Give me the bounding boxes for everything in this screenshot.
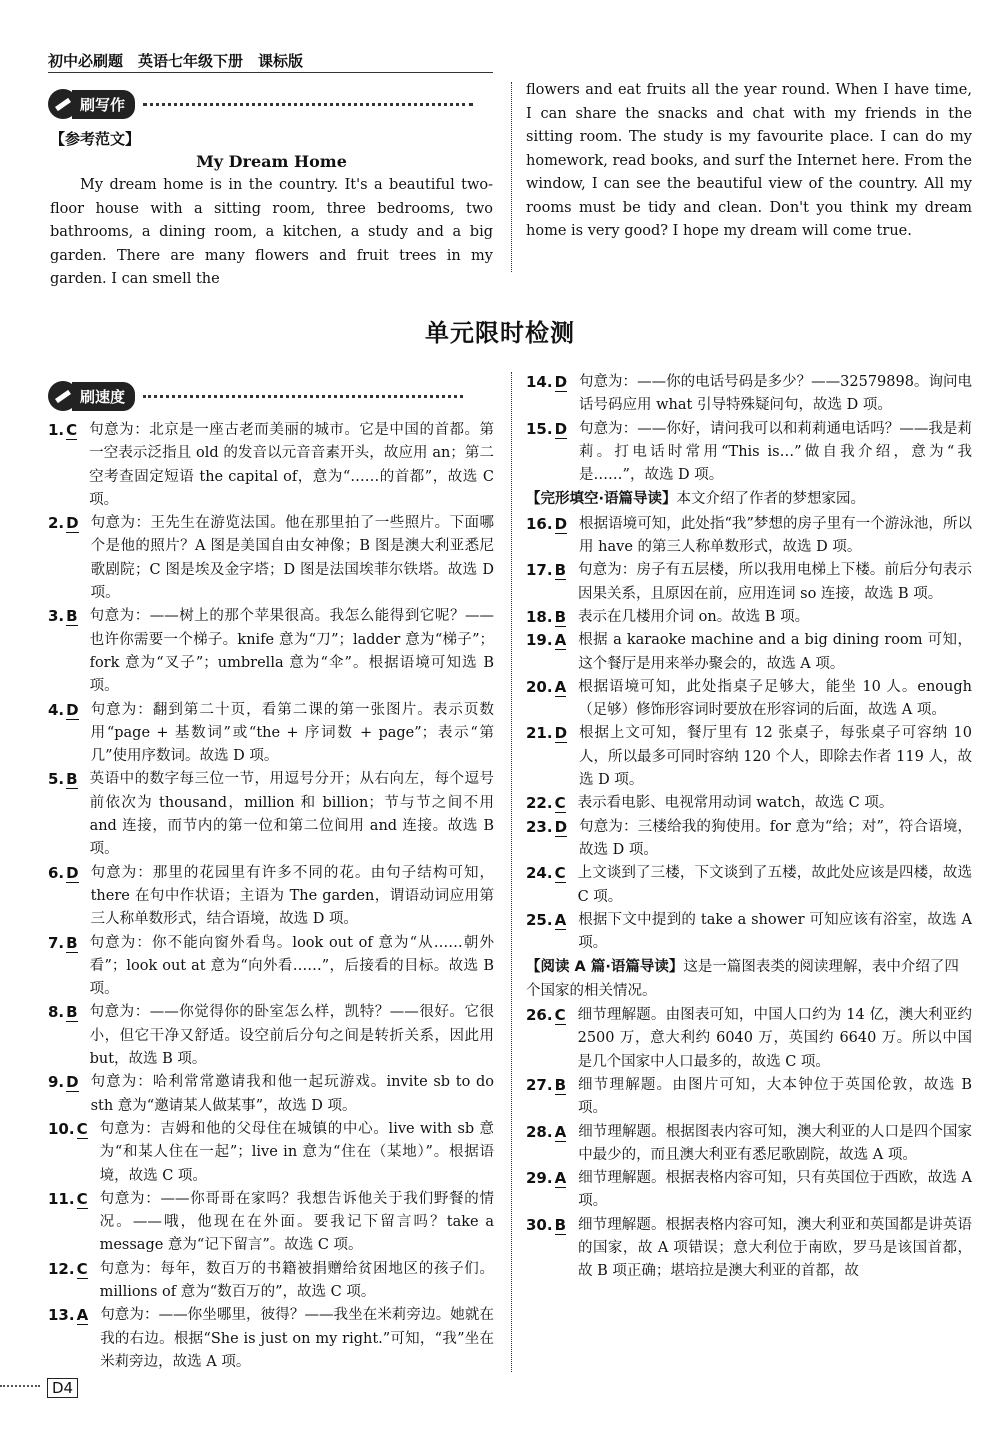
answer-column-left: [48, 419, 494, 1374]
answer-letter: C: [76, 1119, 88, 1138]
answer-number: [526, 1167, 566, 1214]
answer-letter: D: [66, 1073, 79, 1092]
answer-letter: D: [66, 863, 79, 882]
answer-explanation: 句意为：哈利常常邀请我和他一起玩游戏。invite sb to do sth 意为“邀请某人做某事”，故选 D 项。: [90, 1074, 494, 1114]
question-number: 17.: [526, 561, 553, 580]
question-number: 3.: [48, 607, 65, 626]
answer-item: [48, 862, 494, 932]
answer-number: [526, 371, 567, 418]
answer-explanation: 细节理解题。根据表格内容可知，只有英国位于西欧，故选 A 项。: [578, 1170, 972, 1210]
answer-number: [526, 862, 566, 909]
answer-item: [48, 1118, 494, 1188]
running-header: 初中必刷题 英语七年级下册 课标版: [48, 52, 304, 70]
answer-number: [48, 1071, 79, 1118]
question-number: 18.: [526, 607, 553, 626]
answer-item: [48, 605, 494, 698]
answer-letter: B: [554, 1075, 567, 1094]
answer-explanation: 细节理解题。根据图表内容可知，澳大利亚的人口是四个国家中最少的，而且澳大利亚有悉尼歌剧院，故选 A 项。: [578, 1123, 972, 1163]
essay-title: My Dream Home: [196, 152, 347, 171]
question-number: 22.: [526, 794, 553, 813]
column-divider-top: [511, 82, 512, 272]
answer-number: [526, 1214, 566, 1284]
answer-explanation: 上文谈到了三楼，下文谈到了五楼，故此处应该是四楼，故选 C 项。: [577, 865, 972, 905]
answer-explanation: 英语中的数字每三位一节，用逗号分开；从右向左，每个逗号前依次为 thousand，million 和 billion；节与节之间不用 and 连接，而节内的第一位和第二位间用 and 连接。故选 B 项。: [89, 771, 494, 858]
question-number: 26.: [526, 1006, 553, 1025]
speed-banner: [48, 380, 463, 412]
answer-letter: B: [554, 561, 567, 580]
answer-letter: C: [554, 864, 566, 883]
note-text: 本文介绍了作者的梦想家园。: [676, 491, 866, 508]
header-rule: [48, 72, 493, 73]
question-number: 5.: [48, 770, 65, 789]
answer-item: [526, 559, 972, 606]
question-number: 23.: [526, 817, 553, 836]
answer-item: [48, 512, 494, 605]
question-number: 11.: [48, 1189, 75, 1208]
answer-number: [48, 1258, 88, 1305]
answer-number: [48, 768, 78, 861]
answer-explanation: 句意为：吉姆和他的父母住在城镇的中心。live with sb 意为“和某人住在一起”；live in 意为“住在（某地）”。根据语境，故选 C 项。: [99, 1120, 494, 1184]
question-number: 24.: [526, 864, 553, 883]
banner-dotted-rule: [143, 395, 463, 398]
answer-item: [526, 1121, 972, 1168]
answer-letter: B: [66, 1003, 78, 1022]
answer-number: [526, 722, 567, 792]
answer-explanation: 句意为：王先生在游览法国。他在那里拍了一些照片。下面哪个是他的照片？A 图是美国自由女神像；B 图是澳大利亚悉尼歌剧院；C 图是埃及金字塔；D 图是法国埃菲尔铁塔。故选 D 项。: [90, 515, 494, 602]
answer-item: [526, 1074, 972, 1121]
answer-letter: D: [66, 700, 79, 719]
question-number: 30.: [526, 1215, 553, 1234]
answer-number: [526, 816, 567, 863]
answer-item: [526, 862, 972, 909]
answer-number: [48, 1304, 88, 1374]
answer-letter: A: [554, 1122, 567, 1141]
answer-item: [48, 699, 494, 769]
answer-explanation: 句意为：三楼给我的狗使用。for 意为“给；对”，符合语境，故选 D 项。: [579, 818, 972, 858]
question-number: 4.: [48, 700, 65, 719]
answer-explanation: 句意为：那里的花园里有许多不同的花。由句子结构可知，there 在句中作状语；主语为 The garden，谓语动词应用第三人称单数形式，结合语境，故选 D 项。: [90, 864, 494, 928]
answer-explanation: 句意为：——你觉得你的卧室怎么样，凯特？——很好。它很小，但它干净又舒适。设空前后分句之间是转折关系，因此用 but，故选 B 项。: [89, 1004, 494, 1068]
question-number: 25.: [526, 910, 553, 929]
answer-item: [526, 909, 972, 956]
answer-number: [526, 1074, 566, 1121]
question-number: 15.: [526, 419, 553, 438]
reading-guide-note: [526, 956, 972, 1003]
answer-item: [526, 629, 972, 676]
answer-number: [48, 512, 79, 605]
answer-explanation: 细节理解题。根据表格内容可知，澳大利亚和英国都是讲英语的国家，故 A 项错误；意大利位于南欧，罗马是该国首都，故 B 项正确；堪培拉是澳大利亚的首都，故: [578, 1216, 972, 1280]
answer-letter: B: [554, 607, 567, 626]
answer-number: [526, 513, 567, 560]
answer-explanation: 根据上文可知，餐厅里有 12 张桌子，每张桌子可容纳 10 人，所以最多可同时容纳 120 个人，即除去作者 119 人，故选 D 项。: [579, 725, 972, 789]
answer-letter: C: [66, 421, 78, 439]
question-number: 13.: [48, 1306, 75, 1325]
question-number: 6.: [48, 863, 65, 882]
answer-item: [48, 1304, 494, 1374]
essay-paragraph-1: My dream home is in the country. It's a beautiful two-floor house with a sitting room, three bedrooms, two bathrooms, a dining room, a kitchen, a study and a big garden. There are many flowers and fruit trees in my garden. I can smell the: [50, 177, 493, 287]
answer-explanation: 句意为：——你的电话号码是多少？——32579898。询问电话号码应用 what 引导特殊疑问句，故选 D 项。: [579, 374, 972, 414]
answer-explanation: 句意为：——树上的那个苹果很高。我怎么能得到它呢？——也许你需要一个梯子。knife 意为“刀”；ladder 意为“梯子”；fork 意为“叉子”；umbrella 意为“伞”。根据语境可知选 B 项。: [89, 608, 494, 695]
answer-number: [526, 559, 566, 606]
banner-dotted-rule: [143, 103, 473, 106]
answer-letter: A: [554, 631, 567, 650]
answer-item: [48, 932, 494, 1002]
answer-letter: A: [554, 1169, 567, 1188]
answer-explanation: 表示在几楼用介词 on。故选 B 项。: [578, 608, 810, 625]
answer-explanation: 细节理解题。由图表可知，中国人口约为 14 亿，澳大利亚约 2500 万，意大利约 6040 万，英国约 6640 万。所以中国是几个国家中人口最多的，故选 C 项。: [577, 1007, 972, 1070]
answer-explanation: 句意为：翻到第二十页，看第二课的第一张图片。表示页数用“page + 基数词”或“the + 序词数 + page”；表示“第几”使用序数词。故选 D 项。: [90, 701, 494, 765]
answer-item: [48, 1188, 494, 1258]
answer-item: [48, 419, 494, 512]
question-number: 8.: [48, 1003, 65, 1022]
answer-letter: B: [66, 607, 78, 626]
question-number: 14.: [526, 373, 553, 391]
answer-item: [526, 1214, 972, 1284]
question-number: 7.: [48, 933, 65, 952]
answer-letter: A: [554, 910, 567, 929]
question-number: 19.: [526, 631, 553, 650]
answer-explanation: 句意为：——你坐哪里，彼得？——我坐在米莉旁边。她就在我的右边。根据“She is just on my right.”可知，“我”坐在米莉旁边，故选 A 项。: [100, 1307, 494, 1370]
answer-number: [48, 1001, 78, 1071]
question-number: 10.: [48, 1119, 75, 1138]
answer-letter: A: [554, 677, 567, 696]
answer-letter: B: [66, 933, 78, 952]
answer-item: [526, 606, 972, 629]
answer-letter: C: [554, 1006, 566, 1025]
answer-letter: B: [66, 770, 78, 789]
answer-item: [526, 1004, 972, 1074]
answer-letter: C: [76, 1189, 88, 1208]
writing-banner-label: 刷写作: [72, 90, 135, 119]
answer-explanation: 句意为：你不能向窗外看鸟。look out of 意为“从……朝外看”；look out at 意为“向外看……”，后接看的目标。故选 B 项。: [89, 934, 494, 998]
answer-letter: C: [554, 794, 566, 813]
question-number: 16.: [526, 514, 553, 533]
answer-column-right: [526, 371, 972, 1284]
answer-number: [48, 1118, 88, 1188]
answer-item: [526, 792, 972, 815]
question-number: 28.: [526, 1122, 553, 1141]
column-divider: [511, 372, 512, 1372]
answer-letter: A: [76, 1306, 89, 1325]
answer-item: [526, 1167, 972, 1214]
answer-number: [48, 699, 79, 769]
answer-explanation: 句意为：——你好，请问我可以和莉莉通电话吗？——我是莉莉。打电话时常用“This is…”做自我介绍，意为“我是……”，故选 D 项。: [579, 420, 972, 484]
answer-number: [48, 932, 78, 1002]
answer-number: [526, 1121, 566, 1168]
note-text: 这是一篇图表类的阅读理解，表中介绍了四个国家的相关情况。: [526, 959, 959, 999]
answer-number: [526, 676, 566, 723]
answer-explanation: 根据语境可知，此处指“我”梦想的房子里有一个游泳池，所以用 have 的第三人称单数形式，故选 D 项。: [579, 515, 972, 556]
answer-explanation: 根据语境可知，此处指桌子足够大，能坐 10 人。enough（足够）修饰形容词时要放在形容词的后面，故选 A 项。: [578, 678, 972, 719]
answer-letter: D: [554, 817, 568, 836]
answer-letter: C: [76, 1259, 88, 1278]
answer-explanation: 根据下文中提到的 take a shower 可知应该有浴室，故选 A 项。: [578, 911, 972, 952]
answer-explanation: 句意为：每年，数百万的书籍被捐赠给贫困地区的孩子们。millions of 意为“数百万的”，故选 C 项。: [99, 1260, 494, 1300]
answer-letter: D: [66, 514, 79, 533]
section-title: 单元限时检测: [425, 319, 575, 347]
answer-item: [48, 768, 494, 861]
answer-number: [526, 1004, 566, 1074]
answer-explanation: 根据 a karaoke machine and a big dining room 可知，这个餐厅是用来举办聚会的，故选 A 项。: [578, 632, 972, 672]
answer-explanation: 细节理解题。由图片可知，大本钟位于英国伦敦，故选 B 项。: [578, 1076, 972, 1117]
question-number: 21.: [526, 724, 553, 743]
speed-banner-label: 刷速度: [72, 382, 135, 411]
question-number: 29.: [526, 1169, 553, 1188]
answer-number: [526, 606, 566, 629]
note-tag: 【完形填空·语篇导读】: [526, 491, 677, 508]
page-number: D4: [47, 1378, 78, 1398]
answer-item: [48, 1001, 494, 1071]
answer-item: [526, 676, 972, 723]
answer-item: [526, 722, 972, 792]
answer-item: [48, 1258, 494, 1305]
essay-paragraph-2: flowers and eat fruits all the year round. When I have time, I can share the snacks and chat with my friends in the sitting room. The study is my favourite place. I can do my homework, read books, and surf the Internet here. From the window, I can see the beautiful view of the country. All my rooms must be tidy and clean. Don't you think my dream home is very good? I hope my dream will come true.: [526, 82, 972, 239]
question-number: 9.: [48, 1073, 65, 1092]
answer-item: [526, 418, 972, 488]
answer-item: [48, 1071, 494, 1118]
answer-letter: B: [554, 1215, 567, 1234]
question-number: 12.: [48, 1259, 75, 1278]
answer-letter: D: [554, 514, 568, 533]
answer-number: [526, 629, 566, 676]
question-number: 27.: [526, 1075, 553, 1094]
answer-number: [526, 909, 566, 956]
answer-item: [526, 371, 972, 418]
answer-number: [526, 792, 566, 815]
answer-explanation: 句意为：北京是一座古老而美丽的城市。它是中国的首都。第一空表示泛指且 old 的发音以元音音素开头，故应用 an；第二空考查固定短语 the capital of，意为“……的首都”，故选 C 项。: [89, 422, 494, 508]
answer-number: [48, 862, 79, 932]
writing-banner: [48, 88, 473, 120]
question-number: 20.: [526, 677, 553, 696]
footer-dotted-rule: [0, 1385, 40, 1387]
answer-letter: D: [554, 373, 568, 391]
answer-letter: D: [554, 724, 568, 743]
question-number: 1.: [48, 421, 65, 439]
question-number: 2.: [48, 514, 65, 533]
cloze-guide-note: [526, 488, 972, 511]
answer-number: [526, 418, 567, 488]
reference-essay-label: 【参考范文】: [50, 130, 141, 148]
answer-number: [48, 419, 77, 512]
answer-number: [48, 605, 78, 698]
answer-explanation: 句意为：房子有五层楼，所以我用电梯上下楼。前后分句表示因果关系，且原因在前，应用连词 so 连接，故选 B 项。: [578, 562, 972, 602]
answer-item: [526, 816, 972, 863]
answer-number: [48, 1188, 88, 1258]
answer-letter: D: [554, 419, 568, 438]
answer-explanation: 句意为：——你哥哥在家吗？我想告诉他关于我们野餐的情况。——哦，他现在在外面。要我记下留言吗？take a message 意为“记下留言”。故选 C 项。: [99, 1190, 494, 1254]
answer-item: [526, 513, 972, 560]
answer-explanation: 表示看电影、电视常用动词 watch，故选 C 项。: [577, 795, 894, 812]
note-tag: 【阅读 A 篇·语篇导读】: [526, 959, 684, 976]
